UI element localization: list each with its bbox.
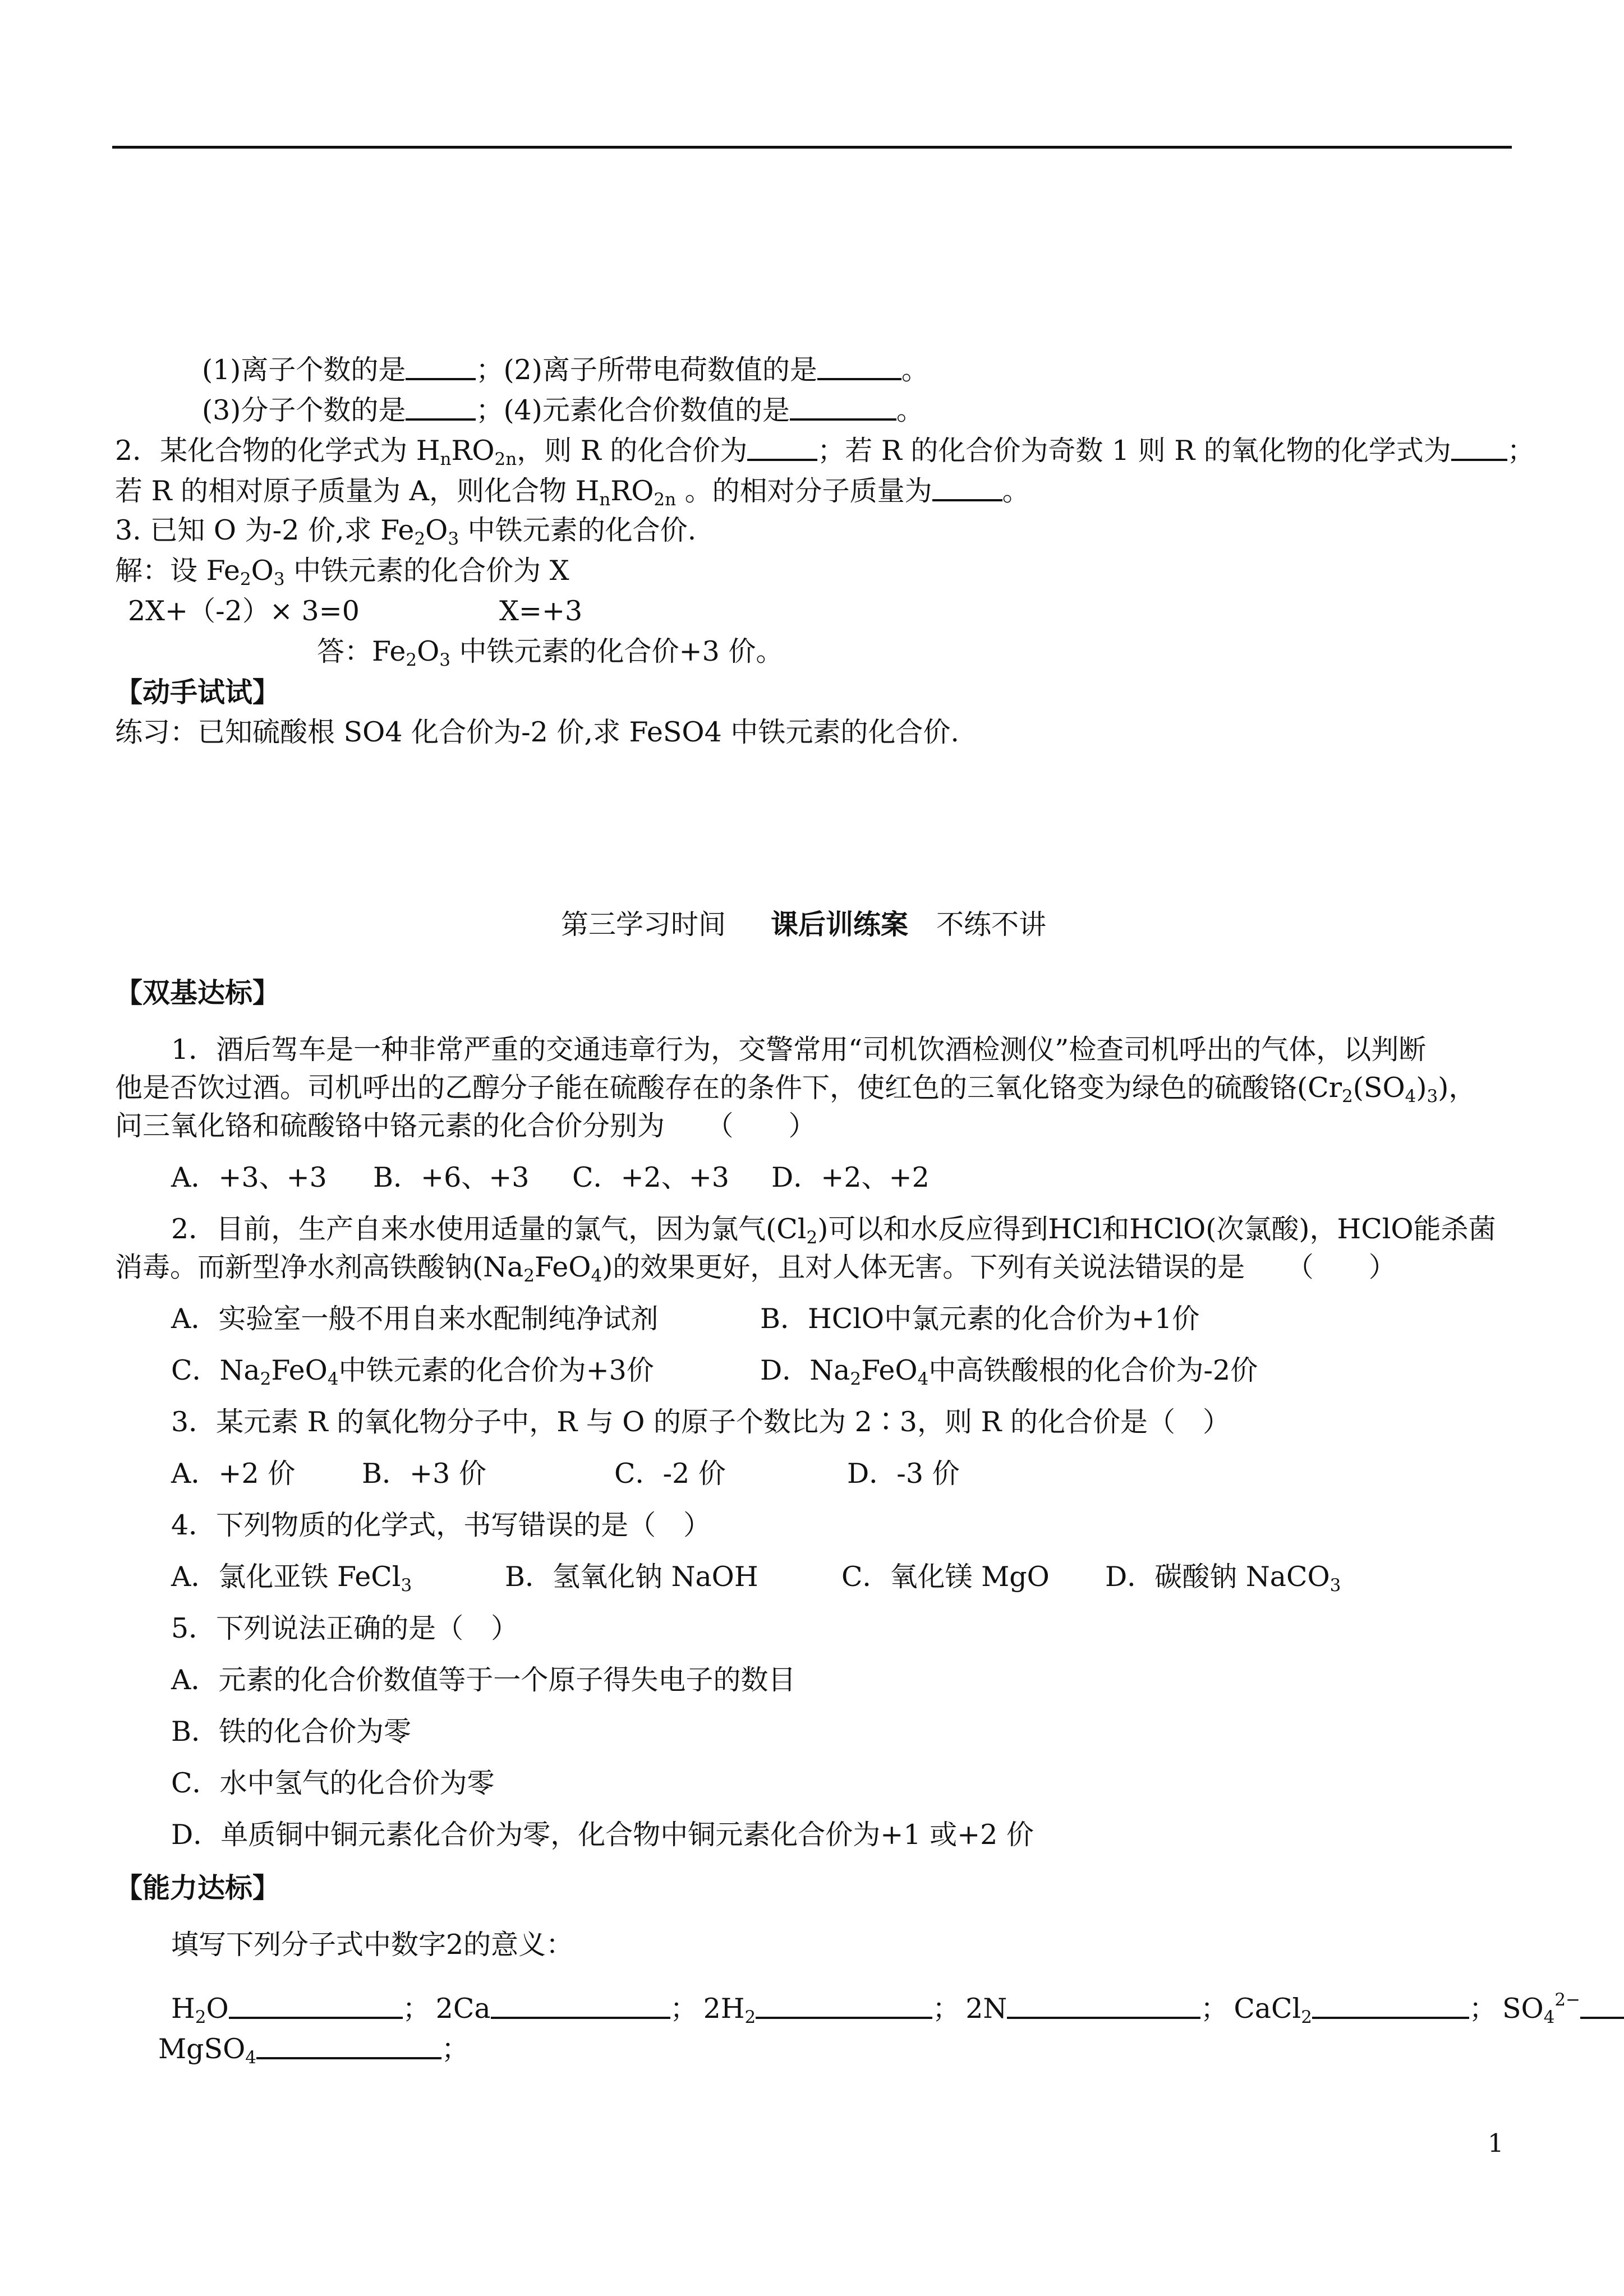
b3-option-c: C．-2 价 <box>614 1458 726 1490</box>
q3-equation-left: 2X+（-2）× 3=0 <box>128 595 360 627</box>
b4-stem: 4．下列物质的化学式，书写错误的是（ ） <box>171 1509 711 1541</box>
b1-option-a: A．+3、+3 <box>171 1161 327 1193</box>
b4-option-d: D．碳酸钠 NaCO$_3$ <box>1105 1561 1341 1596</box>
ability-heading: 【能力达标】 <box>115 1871 280 1904</box>
b3-option-b: B．+3 价 <box>362 1458 486 1490</box>
q1-line-1: (1)离子个数的是 ；(2)离子所带电荷数值的是 。 <box>202 352 929 387</box>
q2-line-2: 若 R 的相对原子质量为 A，则化合物 $H_nRO_{2n}$ 。的相对分子质量为 。 <box>115 473 1030 508</box>
b1-line-2: 他是否饮过酒。司机呼出的乙醇分子能在硫酸存在的条件下，使红色的三氧化铬变为绿色的硫酸铬$(Cr_2(SO_4)_3)$， <box>115 1072 1476 1106</box>
b3-stem: 3．某元素 R 的氧化物分子中，R 与 O 的原子个数比为 2∶3，则 R 的化合价是（ ） <box>171 1406 1230 1438</box>
b2-option-a: A．实验室一般不用自来水配制纯净试剂 <box>171 1303 659 1335</box>
b2-line-2: 消毒。而新型净水剂高铁酸钠$(Na_2FeO_4)$的效果更好，且对人体无害。下列有关说法错误的是 （ ） <box>115 1251 1396 1286</box>
b2-option-d: D．$Na_2FeO_4$中高铁酸根的化合价为-2价 <box>760 1354 1258 1389</box>
b3-option-d: D．-3 价 <box>847 1458 960 1490</box>
b4-option-c: C．氧化镁 MgO <box>841 1561 1050 1593</box>
blank <box>1312 1991 1469 2019</box>
b4-option-b: B．氢氧化钠 NaOH <box>505 1561 758 1593</box>
q3-stem: 3. 已知 O 为-2 价,求 $Fe_2O_3$ 中铁元素的化合价. <box>115 514 697 549</box>
b1-line-1: 1．酒后驾车是一种非常严重的交通违章行为，交警常用“司机饮酒检测仪”检查司机呼出的气体，以判断 <box>171 1034 1427 1066</box>
try-heading: 【动手试试】 <box>115 676 280 708</box>
q3-answer: 答：$Fe_2O_3$ 中铁元素的化合价+3 价。 <box>317 635 784 670</box>
q3-equation-right: X=+3 <box>499 595 583 627</box>
fill-line-2: MgSO$_4$ ； <box>158 2031 469 2066</box>
section-title: 第三学习时间 课后训练案 不练不讲 <box>561 908 1047 940</box>
b5-option-d: D．单质铜中铜元素化合价为零，化合物中铜元素化合价为+1 或+2 价 <box>171 1819 1034 1851</box>
blank <box>1007 1991 1200 2019</box>
b5-option-a: A．元素的化合价数值等于一个原子得失电子的数目 <box>171 1664 796 1696</box>
b2-option-b: B．HClO中氯元素的化合价为+1价 <box>760 1303 1200 1335</box>
q3-solution: 解：设 $Fe_2O_3$ 中铁元素的化合价为 X <box>115 555 569 589</box>
blank <box>491 1991 670 2019</box>
exercise-text: 练习：已知硫酸根 SO4 化合价为-2 价,求 FeSO4 中铁元素的化合价. <box>115 716 959 748</box>
blank <box>747 433 817 461</box>
b1-line-3: 问三氧化铬和硫酸铬中铬元素的化合价分别为 （ ） <box>115 1110 816 1142</box>
b5-option-c: C．水中氢气的化合价为零 <box>171 1767 495 1799</box>
fill-intro: 填写下列分子式中数字2的意义： <box>171 1929 574 1961</box>
b5-option-b: B．铁的化合价为零 <box>171 1716 412 1748</box>
basic-heading: 【双基达标】 <box>115 976 280 1009</box>
blank <box>406 352 476 380</box>
blank <box>1580 1991 1624 2019</box>
b3-option-a: A．+2 价 <box>171 1458 296 1490</box>
b1-option-b: B．+6、+3 <box>373 1161 530 1193</box>
q1-line-2: (3)分子个数的是 ；(4)元素化合价数值的是 。 <box>202 393 924 427</box>
b5-stem: 5．下列说法正确的是（ ） <box>171 1612 519 1644</box>
page-number: 1 <box>1488 2128 1504 2158</box>
b2-option-c: C．$Na_2FeO_4$中铁元素的化合价为+3价 <box>171 1354 654 1389</box>
blank <box>1451 433 1507 461</box>
blank <box>817 352 901 380</box>
b1-option-d: D．+2、+2 <box>771 1161 930 1193</box>
fill-line-1: $H_2O$ ； 2Ca ； $2H_2$ ； 2N ； CaCl$_2$ ； $SO_4^{2-}$ <box>171 1991 1624 2026</box>
blank <box>229 1991 403 2019</box>
b4-option-a: A．氯化亚铁 FeCl$_3$ <box>171 1561 412 1596</box>
blank <box>932 473 1002 501</box>
b1-option-c: C．+2、+3 <box>572 1161 729 1193</box>
q2-line-1: 2．某化合物的化学式为 $H_nRO_{2n}$，则 R 的化合价为 ；若 R 的化合价为奇数 1 则 R 的氧化物的化学式为 ； <box>115 433 1535 468</box>
blank <box>406 393 476 421</box>
blank <box>756 1991 932 2019</box>
header-rule <box>112 146 1512 149</box>
blank <box>256 2031 441 2059</box>
blank <box>790 393 896 421</box>
b2-line-1: 2．目前，生产自来水使用适量的氯气，因为氯气$(Cl_2)$可以和水反应得到HCl和HClO(次氯酸)，HClO能杀菌 <box>171 1213 1496 1248</box>
